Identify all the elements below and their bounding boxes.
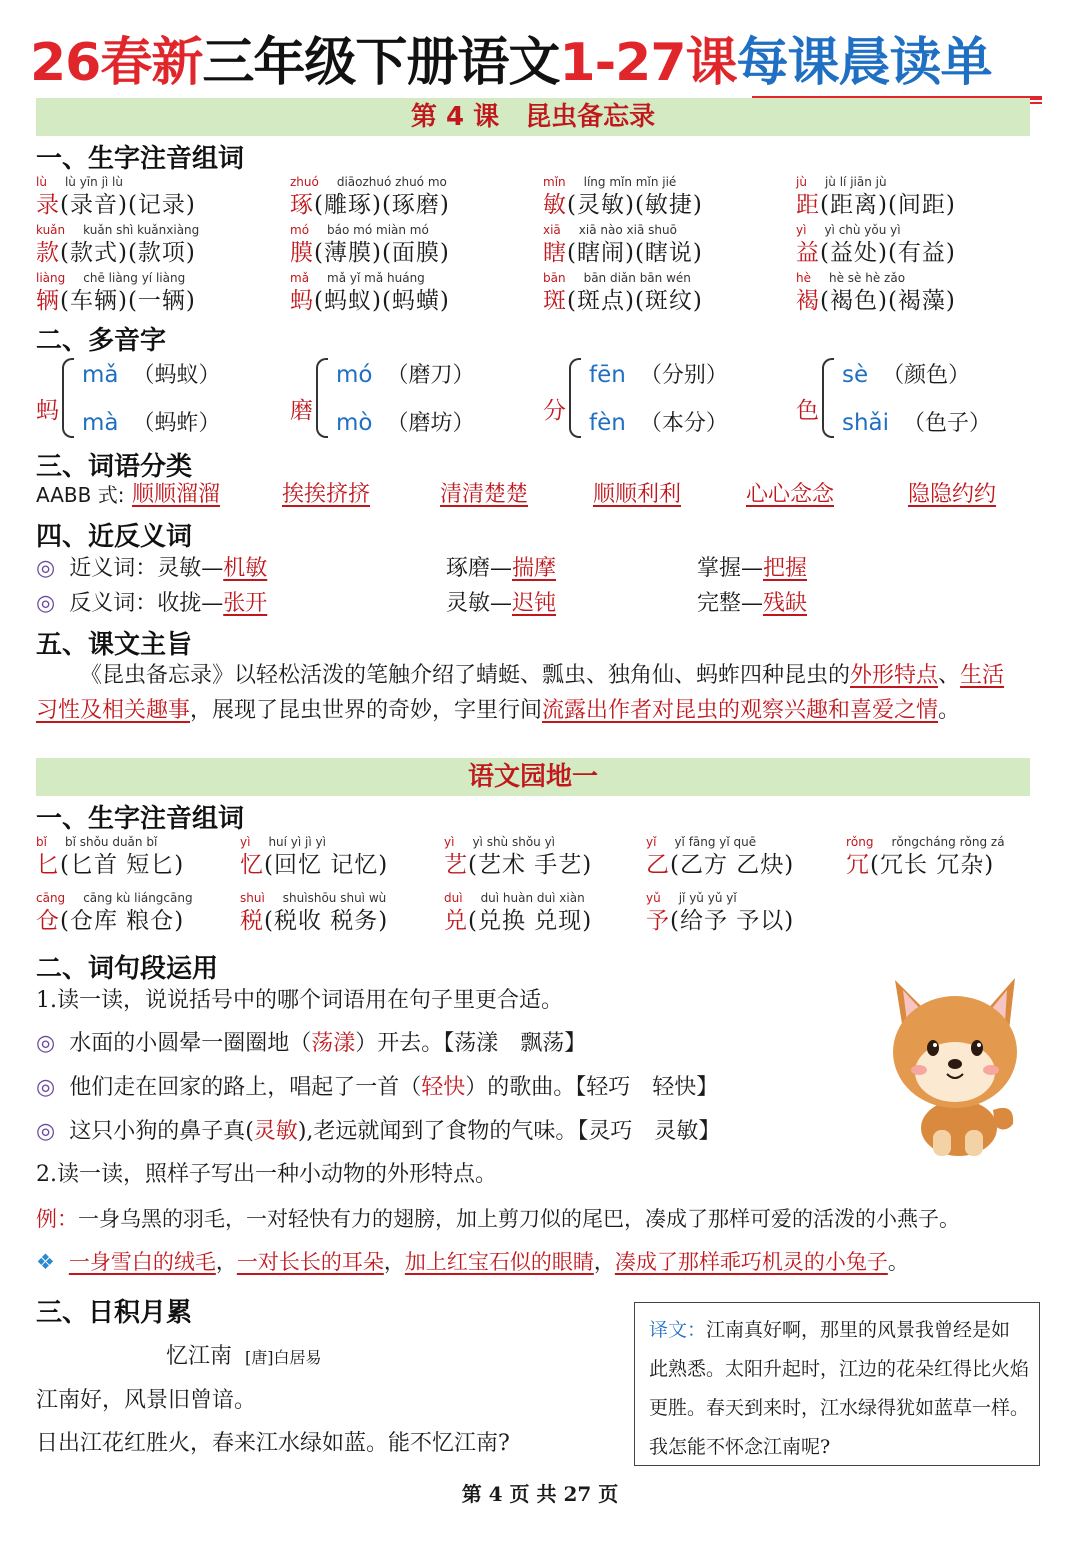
synonym-a: 灵敏— (157, 556, 224, 581)
main-idea-highlight: 流露出作者对昆虫的观察兴趣和喜爱之情 (542, 698, 939, 723)
main-idea-paragraph (36, 658, 1026, 728)
char-line: 艺(艺术 手艺) (444, 852, 593, 878)
answer-part: 凑成了那样乖巧机灵的小兔子 (614, 1250, 888, 1274)
char-line: 辆(车辆)(一辆) (36, 288, 196, 314)
char-pinyin: kuǎn kuǎn shì kuǎnxiàng (36, 223, 200, 237)
aabb-word: 隐隐约约 (908, 482, 997, 507)
answer-part: 加上红宝石似的眼睛 (404, 1250, 594, 1274)
char-line: 膜(薄膜)(面膜) (290, 240, 450, 266)
aabb-word: 清清楚楚 (440, 482, 529, 507)
main-idea-text: 、 (938, 663, 961, 688)
polyphone-char: 色 (796, 398, 819, 424)
aabb-word: 顺顺溜溜 (132, 482, 221, 507)
char-line: 蚂(蚂蚁)(蚂蟥) (290, 288, 450, 314)
sentence-answer: 轻快 (421, 1075, 466, 1100)
sentence-text: 这只小狗的鼻子真( (69, 1119, 254, 1144)
char-pinyin: yǐ yǐ fāng yǐ quē (646, 835, 757, 849)
char-line: 益(益处)(有益) (796, 240, 956, 266)
poem-heading (166, 1342, 322, 1373)
aabb-word: 心心念念 (746, 482, 835, 507)
page-header (30, 28, 1050, 98)
synonym-b: 揣摩 (512, 556, 557, 581)
polyphone-reading: mǎ （蚂蚁） (82, 362, 221, 388)
polyphone-item (543, 358, 783, 438)
char-line: 匕(匕首 短匕) (36, 852, 185, 878)
antonym-row (36, 589, 267, 619)
char-line: 琢(雕琢)(琢磨) (290, 192, 450, 218)
answer-comma: ， (215, 1250, 237, 1274)
char-pinyin: bǐ bǐ shǒu duǎn bǐ (36, 835, 158, 849)
polyphone-item (796, 358, 1036, 438)
poem-line-1: 江南好，风景旧曾谙。 (36, 1388, 257, 1413)
char-pinyin: yì yì shù shǒu yì (444, 835, 556, 849)
antonym-b: 残缺 (763, 591, 808, 616)
answer-comma: ， (593, 1250, 615, 1274)
char-pinyin: yì huí yì jì yì (240, 835, 326, 849)
sentence-1 (36, 1029, 586, 1059)
page-footer: 第 4 页 共 27 页 (461, 1482, 619, 1506)
brace-icon (62, 358, 74, 438)
char-line: 予(给予 予以) (646, 908, 795, 934)
brace-icon (822, 358, 834, 438)
word-class-row (36, 480, 124, 511)
puppy-illustration (875, 960, 1035, 1160)
char-pinyin: mǎ mǎ yǐ mǎ huáng (290, 271, 425, 285)
char-item (36, 270, 196, 316)
char-pinyin: duì duì huàn duì xiàn (444, 891, 585, 905)
brace-icon (569, 358, 581, 438)
header-part3: 1-27课 (559, 33, 737, 93)
char-line: 瞎(瞎闹)(瞎说) (543, 240, 703, 266)
char-pinyin: hè hè sè hè zǎo (796, 271, 906, 285)
sentence-text: ）开去。【荡漾 飘荡】 (355, 1031, 587, 1056)
polyphone-reading: mó （磨刀） (336, 362, 475, 388)
polyphone-reading: fēn （分别） (589, 362, 728, 388)
main-idea-text: ，展现了昆虫世界的奇妙，字里行间 (190, 698, 543, 723)
translation-box (634, 1302, 1040, 1466)
polyphone-char: 磨 (290, 398, 313, 424)
section-title: 三、词语分类 (36, 452, 193, 482)
char-pinyin: yǔ jǐ yǔ yǔ yǐ (646, 891, 737, 905)
question-1: 1.读一读，说说括号中的哪个词语用在句子里更合适。 (36, 988, 563, 1013)
char-line: 褐(褐色)(褐藻) (796, 288, 956, 314)
word-class-label: AABB 式: (36, 483, 125, 507)
sentence-2 (36, 1073, 718, 1103)
poem-line-2: 日出江花红胜火，春来江水绿如蓝。能不忆江南? (36, 1431, 510, 1456)
char-item (796, 174, 956, 220)
garden-band: 语文园地一 (36, 758, 1030, 796)
antonym-a: 完整— (697, 591, 764, 616)
aabb-word: 顺顺利利 (593, 482, 682, 507)
char-pinyin: rǒng rǒngcháng rǒng zá (846, 835, 1005, 849)
antonym-pair (697, 589, 807, 619)
char-item (36, 222, 199, 268)
diamond-bullet-icon: ❖ (36, 1250, 55, 1274)
section-title: 五、课文主旨 (36, 630, 193, 660)
section-title: 三、日积月累 (36, 1298, 193, 1328)
char-item (290, 270, 450, 316)
section-title: 四、近反义词 (36, 522, 193, 552)
polyphone-char: 蚂 (36, 398, 59, 424)
char-item (796, 222, 956, 268)
header-part1: 26春新 (30, 33, 203, 93)
char-line: 敏(灵敏)(敏捷) (543, 192, 703, 218)
example-text: 一身乌黑的羽毛，一对轻快有力的翅膀，加上剪刀似的尾巴，凑成了那样可爱的活泼的小燕子。 (78, 1207, 960, 1231)
polyphone-char: 分 (543, 398, 566, 424)
circle-bullet-icon: ◎ (36, 1031, 56, 1056)
char-pinyin: yì yì chù yǒu yì (796, 223, 901, 237)
section-title: 二、词句段运用 (36, 954, 219, 984)
circle-bullet-icon: ◎ (36, 1075, 56, 1100)
char-item (36, 890, 193, 936)
question-2: 2.读一读，照样子写出一种小动物的外形特点。 (36, 1162, 497, 1187)
synonym-row (36, 554, 267, 584)
main-idea-highlight: 外形特点 (850, 663, 939, 688)
polyphone-item (36, 358, 276, 438)
main-idea-text: 《昆虫备忘录》以轻松活泼的笔触介绍了蜻蜓、瓢虫、独角仙、蚂蚱四种昆虫的 (80, 663, 851, 688)
char-line: 税(税收 税务) (240, 908, 389, 934)
antonym-label: 反义词： (69, 591, 158, 616)
char-pinyin: bān bān diǎn bān wén (543, 271, 691, 285)
lesson-band: 第 4 课 昆虫备忘录 (36, 98, 1030, 136)
char-line: 忆(回忆 记忆) (240, 852, 389, 878)
polyphone-reading: fèn （本分） (589, 410, 728, 436)
sentence-text: 他们走在回家的路上，唱起了一首（ (69, 1075, 422, 1100)
polyphone-item (290, 358, 530, 438)
translation-label: 译文： (649, 1319, 707, 1341)
char-line: 乙(乙方 乙炔) (646, 852, 795, 878)
antonym-b: 张开 (223, 591, 268, 616)
char-pinyin: mó báo mó miàn mó (290, 223, 429, 237)
synonym-pair (446, 554, 556, 584)
aabb-word: 挨挨挤挤 (282, 482, 371, 507)
char-pinyin: xiā xiā nào xiā shuō (543, 223, 677, 237)
circle-bullet-icon: ◎ (36, 556, 56, 581)
answer-row (36, 1247, 909, 1277)
char-item (36, 174, 196, 220)
char-item (543, 174, 703, 220)
char-pinyin: mǐn líng mǐn mǐn jié (543, 175, 677, 189)
synonym-pair (697, 554, 807, 584)
section-title: 二、多音字 (36, 326, 167, 356)
answer-comma: ， (383, 1250, 405, 1274)
section-title: 一、生字注音组词 (36, 144, 245, 174)
char-line: 冗(冗长 冗杂) (846, 852, 995, 878)
char-pinyin: shuì shuìshōu shuì wù (240, 891, 387, 905)
header-part4: 每课晨读单 (736, 33, 992, 93)
synonym-a: 掌握— (697, 556, 764, 581)
char-item (444, 834, 592, 880)
char-pinyin: liàng chē liàng yí liàng (36, 271, 186, 285)
brace-icon (316, 358, 328, 438)
sentence-answer: 荡漾 (311, 1031, 356, 1056)
section-title: 一、生字注音组词 (36, 804, 245, 834)
synonym-b: 把握 (763, 556, 808, 581)
answer-part: 一身雪白的绒毛 (68, 1250, 216, 1274)
translation-text: 江南真好啊，那里的风景我曾经是如此熟悉。太阳升起时，江边的花朵红得比火焰更胜。春天到来时，江水绿得犹如蓝草一样。我怎能不怀念江南呢? (649, 1319, 1030, 1458)
main-idea-text: 。 (938, 698, 961, 723)
char-item (646, 890, 794, 936)
char-pinyin: zhuó diāozhuó zhuó mo (290, 175, 447, 189)
answer-part: 一对长长的耳朵 (236, 1250, 384, 1274)
antonym-a: 收拢— (157, 591, 224, 616)
char-item (240, 834, 388, 880)
char-line: 款(款式)(款项) (36, 240, 196, 266)
char-item (543, 222, 703, 268)
char-pinyin: lù lù yīn jì lù (36, 175, 123, 189)
poem-author: [唐]白居易 (245, 1348, 322, 1367)
char-item (646, 834, 794, 880)
char-line: 斑(斑点)(斑纹) (543, 288, 703, 314)
answer-end: 。 (887, 1250, 909, 1274)
polyphone-reading: mò （磨坊） (336, 410, 475, 436)
main-idea-highlight: 生活习性及相关趣事 (36, 663, 1005, 723)
char-pinyin: jù jù lí jiān jù (796, 175, 887, 189)
char-item (796, 270, 956, 316)
sentence-answer: 灵敏 (253, 1119, 298, 1144)
polyphone-reading: shǎi （色子） (842, 410, 992, 436)
synonym-label: 近义词： (69, 556, 158, 581)
char-line: 兑(兑换 兑现) (444, 908, 593, 934)
char-line: 距(距离)(间距) (796, 192, 956, 218)
synonym-b: 机敏 (223, 556, 268, 581)
char-item (290, 222, 450, 268)
antonym-pair (446, 589, 556, 619)
char-item (846, 834, 1005, 880)
char-line: 仓(仓库 粮仓) (36, 908, 185, 934)
char-item (444, 890, 592, 936)
antonym-a: 灵敏— (446, 591, 513, 616)
sentence-text: ),老远就闻到了食物的气味。【灵巧 灵敏】 (297, 1119, 721, 1144)
sentence-3 (36, 1117, 720, 1147)
char-item (240, 890, 388, 936)
char-line: 录(录音)(记录) (36, 192, 196, 218)
char-pinyin: cāng cāng kù liángcāng (36, 891, 193, 905)
char-item (36, 834, 184, 880)
char-item (290, 174, 450, 220)
antonym-b: 迟钝 (512, 591, 557, 616)
synonym-a: 琢磨— (446, 556, 513, 581)
sentence-text: 水面的小圆晕一圈圈地（ (69, 1031, 312, 1056)
poem-title: 忆江南 (166, 1344, 233, 1369)
header-part2: 三年级下册语文 (202, 33, 560, 93)
circle-bullet-icon: ◎ (36, 1119, 56, 1144)
example-label: 例： (36, 1207, 78, 1231)
char-item (543, 270, 703, 316)
sentence-text: ）的歌曲。【轻巧 轻快】 (465, 1075, 719, 1100)
polyphone-reading: mà （蚂蚱） (82, 410, 221, 436)
polyphone-reading: sè （颜色） (842, 362, 971, 388)
example-row (36, 1204, 960, 1234)
circle-bullet-icon: ◎ (36, 591, 56, 616)
